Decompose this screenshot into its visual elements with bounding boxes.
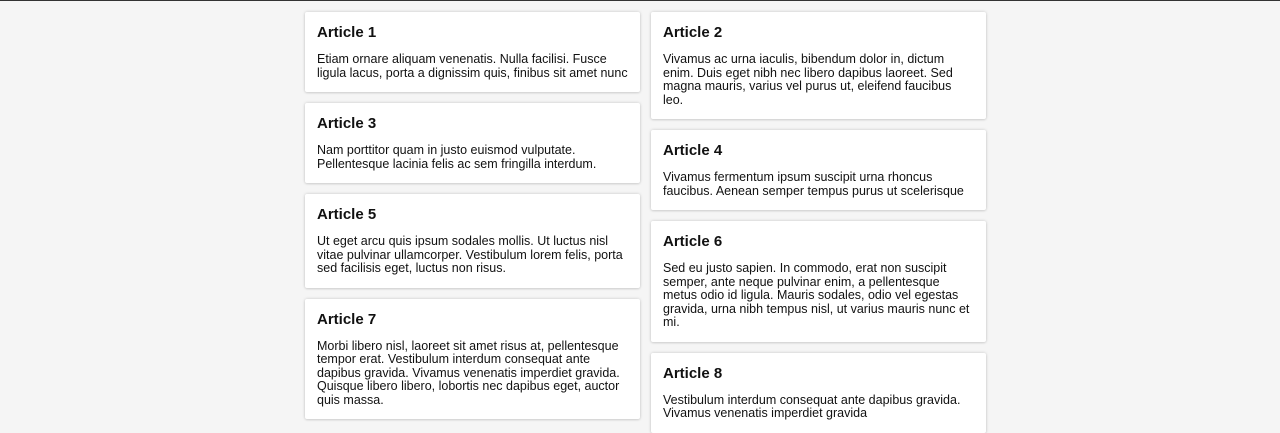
article-body: Morbi libero nisl, laoreet sit amet risus at, pellentesque tempor erat. Vestibulum interdum consequat ante dapibus gravida. Vivamus venenatis imperdiet gravida. Quisque libero libero, lobortis nec dapibus eget, auctor quis massa. bbox=[317, 338, 620, 407]
article-title: Article 6 bbox=[663, 233, 723, 250]
article-card-6 bbox=[651, 221, 986, 342]
article-card-5 bbox=[305, 194, 640, 288]
article-title: Article 4 bbox=[663, 142, 723, 159]
article-title: Article 8 bbox=[663, 364, 723, 382]
article-title: Article 2 bbox=[663, 24, 723, 41]
article-card-8 bbox=[651, 353, 986, 433]
article-column-right bbox=[651, 12, 986, 433]
article-body: Ut eget arcu quis ipsum sodales mollis. Ut luctus nisl vitae pulvinar ullamcorper. Vestibulum lorem felis, porta sed facilisis eget, luctus non risus. bbox=[317, 234, 623, 275]
article-body: Vivamus fermentum ipsum suscipit urna rhoncus faucibus. Aenean semper tempus purus ut scelerisque bbox=[663, 170, 964, 198]
article-card-1 bbox=[305, 12, 640, 92]
article-title: Article 3 bbox=[317, 115, 377, 132]
article-body: Sed eu justo sapien. In commodo, erat non suscipit semper, ante neque pulvinar enim, a pellentesque metus odio id ligula. Mauris sodales, odio vel egestas gravida, urna nibh tempus nisl, ut varius mauris nunc et mi. bbox=[663, 261, 970, 329]
article-grid bbox=[305, 12, 987, 433]
article-card-2 bbox=[651, 12, 986, 119]
article-card-4 bbox=[651, 130, 986, 210]
article-column-left bbox=[305, 12, 640, 433]
article-body: Nam porttitor quam in justo euismod vulputate. Pellentesque lacinia felis ac sem fringilla interdum. bbox=[317, 143, 597, 171]
article-card-7 bbox=[305, 299, 640, 420]
article-body: Vivamus ac urna iaculis, bibendum dolor in, dictum enim. Duis eget nibh nec libero dapibus laoreet. Sed magna mauris, varius vel purus ut, eleifend faucibus leo. bbox=[663, 52, 953, 107]
article-card-3 bbox=[305, 103, 640, 183]
article-title: Article 5 bbox=[317, 206, 377, 223]
article-body: Vestibulum interdum consequat ante dapibus gravida. Vivamus venenatis imperdiet gravida bbox=[663, 392, 961, 420]
article-body: Etiam ornare aliquam venenatis. Nulla facilisi. Fusce ligula lacus, porta a dignissim quis, finibus sit amet nunc bbox=[317, 52, 628, 80]
article-title: Article 7 bbox=[317, 310, 377, 328]
top-border bbox=[0, 0, 1280, 1]
article-title: Article 1 bbox=[317, 24, 377, 41]
